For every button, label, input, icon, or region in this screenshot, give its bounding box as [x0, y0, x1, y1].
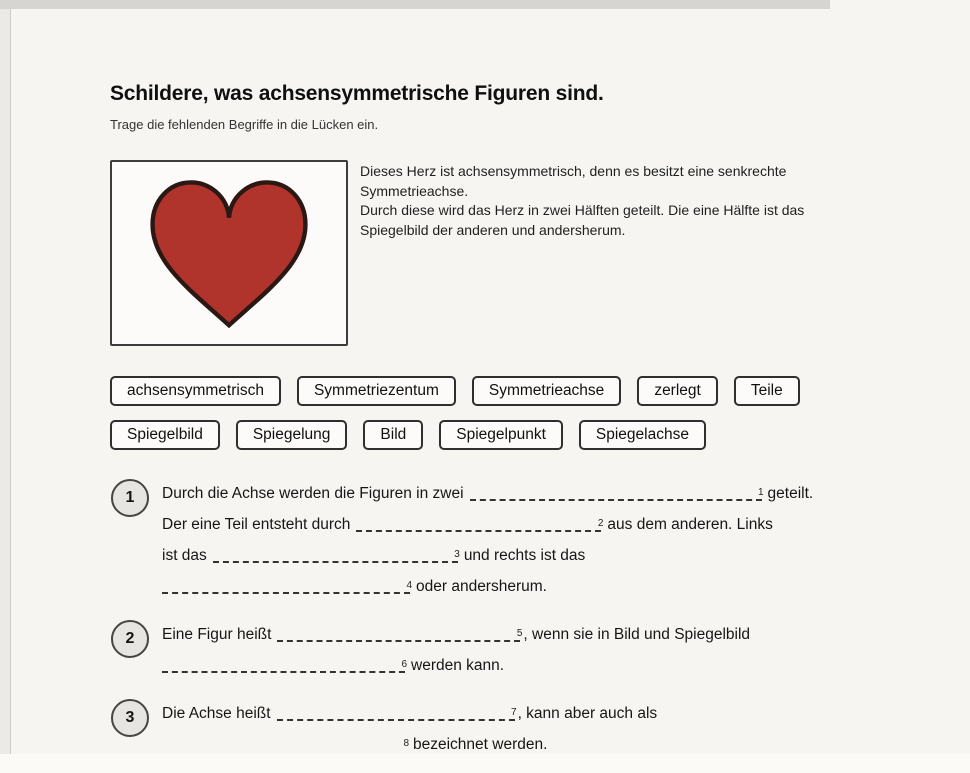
question-text: aus dem anderen. Links: [607, 516, 773, 533]
word-chip-bild[interactable]: Bild: [363, 420, 423, 450]
word-chip-symmetriezentum[interactable]: Symmetriezentum: [297, 376, 456, 406]
word-chip-symmetrieachse[interactable]: Symmetrieachse: [472, 376, 621, 406]
word-bank-row-2: [110, 420, 706, 450]
page-subtitle: Trage die fehlenden Begriffe in die Lücken ein.: [110, 117, 379, 132]
blank-2-number: 2: [597, 518, 604, 529]
question-2-number-badge: 2: [111, 620, 149, 658]
question-line: [162, 650, 932, 681]
left-strip: [0, 9, 11, 754]
description-line: Dieses Herz ist achsensymmetrisch, denn es besitzt eine senkrechte: [360, 163, 787, 179]
word-chip-spiegelpunkt[interactable]: Spiegelpunkt: [439, 420, 563, 450]
word-chip-spiegelung[interactable]: Spiegelung: [236, 420, 348, 450]
word-chip-spiegelachse[interactable]: Spiegelachse: [579, 420, 706, 450]
blank-2[interactable]: [356, 518, 604, 532]
question-text: , wenn sie in Bild und Spiegelbild: [523, 626, 751, 643]
question-text: , kann aber auch als: [517, 705, 658, 722]
blank-7-number: 7: [511, 707, 517, 718]
question-2-body: [162, 619, 932, 681]
description-line: Spiegelbild der anderen und andersherum.: [360, 221, 626, 238]
question-line: [162, 540, 932, 571]
question-1-body: [162, 478, 932, 602]
blank-6-number: 6: [401, 659, 407, 670]
heart-icon: [145, 172, 313, 334]
heart-description: [360, 162, 880, 240]
word-chip-spiegelbild[interactable]: Spiegelbild: [110, 420, 220, 450]
question-text: Der eine Teil entsteht durch: [162, 516, 351, 533]
question-line: [162, 509, 932, 540]
description-line: Symmetrieachse.: [360, 182, 469, 199]
question-text: werden kann.: [411, 657, 505, 674]
question-3: [111, 698, 932, 760]
blank-1-number: 1: [757, 487, 764, 498]
question-line: [162, 619, 932, 650]
blank-1[interactable]: [470, 487, 762, 501]
question-3-body: [162, 698, 932, 760]
question-text: Durch die Achse werden die Figuren in zwei: [162, 485, 464, 502]
question-line: [162, 729, 932, 760]
blank-8-number: 8: [403, 738, 409, 749]
word-chip-teile[interactable]: Teile: [734, 376, 800, 406]
page-title: Schildere, was achsensymmetrische Figuren sind.: [110, 82, 604, 105]
description-line: Durch diese wird das Herz in zwei Hälften geteilt. Die eine Hälfte ist das: [360, 202, 805, 218]
question-text: bezeichnet werden.: [413, 736, 548, 753]
blank-3[interactable]: [213, 549, 458, 563]
question-1-number-badge: 1: [111, 479, 149, 517]
question-line: [162, 698, 932, 729]
blank-8[interactable]: [162, 738, 407, 752]
word-chip-zerlegt[interactable]: zerlegt: [637, 376, 718, 406]
question-text: und rechts ist das: [463, 547, 586, 564]
blank-4[interactable]: [162, 580, 410, 594]
word-bank-row-1: [110, 376, 800, 406]
question-2: [111, 619, 932, 681]
question-text: Eine Figur heißt: [162, 626, 272, 643]
blank-7[interactable]: [277, 707, 515, 721]
top-band: [0, 0, 830, 9]
question-1: [111, 478, 932, 602]
blank-5[interactable]: [277, 628, 523, 642]
question-3-number-badge: 3: [111, 699, 149, 737]
question-text: ist das: [162, 547, 207, 564]
blank-4-number: 4: [406, 580, 412, 591]
heart-shape: [153, 182, 306, 325]
word-chip-achsensymmetrisch[interactable]: achsensymmetrisch: [110, 376, 281, 406]
question-text: geteilt.: [767, 485, 814, 502]
blank-5-number: 5: [516, 628, 523, 639]
blank-6[interactable]: [162, 659, 405, 673]
question-text: oder andersherum.: [416, 578, 547, 595]
question-text: Die Achse heißt: [162, 705, 271, 722]
question-line: [162, 478, 932, 509]
blank-3-number: 3: [454, 549, 460, 560]
heart-image-frame: [110, 160, 348, 346]
question-line: [162, 571, 932, 602]
